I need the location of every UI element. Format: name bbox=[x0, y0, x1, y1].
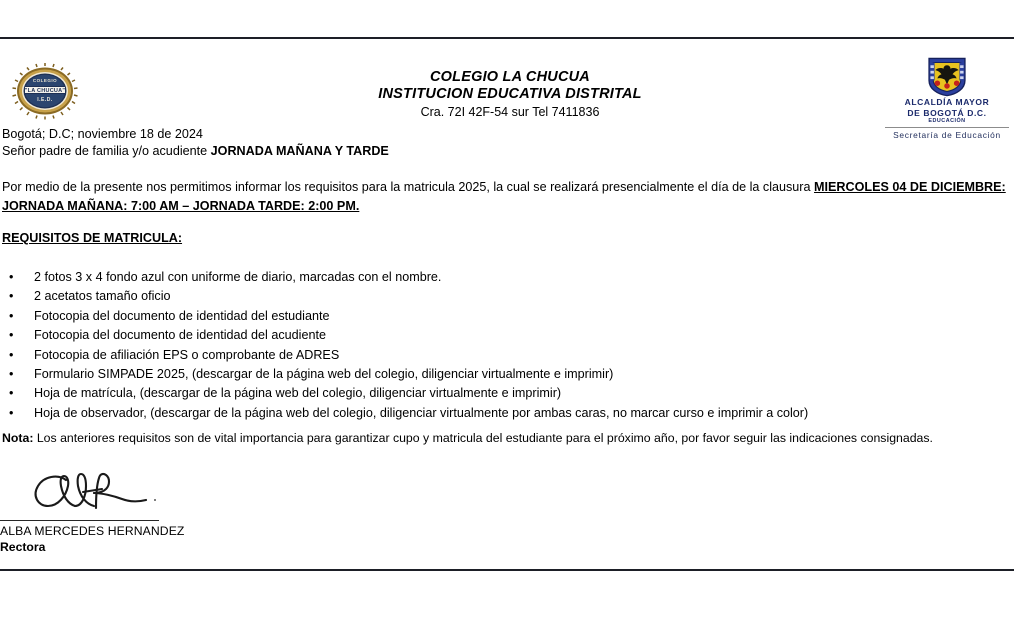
signer-role: Rectora bbox=[0, 540, 46, 554]
organization-titles bbox=[300, 69, 720, 120]
alcaldia-divider bbox=[885, 127, 1009, 128]
bullet-icon: • bbox=[9, 367, 14, 382]
school-crest-icon bbox=[8, 62, 82, 120]
bullet-icon: • bbox=[9, 347, 14, 362]
note-label: Nota: bbox=[2, 431, 34, 445]
list-item-label: 2 fotos 3 x 4 fondo azul con uniforme de diario, marcadas con el nombre. bbox=[34, 270, 442, 284]
list-item-label: 2 acetatos tamaño oficio bbox=[34, 289, 171, 304]
list-item bbox=[0, 326, 1010, 345]
svg-text:I.E.D.: I.E.D. bbox=[37, 97, 53, 103]
bullet-icon: • bbox=[9, 405, 14, 420]
intro-text: Por medio de la presente nos permitimos informar los requisitos para la matricula 2025, la cual se realizará presencialmente el día de la clausura bbox=[2, 180, 815, 194]
svg-text:"LA CHUCUA": "LA CHUCUA" bbox=[24, 88, 66, 94]
school-type: INSTITUCION EDUCATIVA DISTRITAL bbox=[378, 86, 642, 102]
list-item-label: Fotocopia del documento de identidad del acudiente bbox=[34, 328, 326, 343]
list-item-label: Fotocopia del documento de identidad del estudiante bbox=[34, 308, 330, 323]
list-item bbox=[0, 346, 1010, 365]
bullet-icon: • bbox=[9, 328, 14, 343]
list-item bbox=[0, 268, 1010, 287]
intro-paragraph bbox=[2, 178, 1010, 216]
requirements-list bbox=[0, 268, 1010, 423]
signature-line bbox=[0, 520, 159, 521]
intro-emphasis: MIERCOLES 04 DE DICIEMBRE: JORNADA MAÑANA: 7:00 AM – JORNADA TARDE: 2:00 PM. bbox=[2, 180, 1006, 213]
bullet-icon: • bbox=[9, 289, 14, 304]
salutation bbox=[2, 143, 389, 160]
alcaldia-title: ALCALDÍA MAYOR bbox=[904, 97, 990, 107]
note-text: Los anteriores requisitos son de vital importancia para garantizar cupo y matricula del estudiante para el próximo año, por favor seguir las indicaciones consignadas. bbox=[33, 431, 933, 445]
alcaldia-subtitle: DE BOGOTÁ D.C. bbox=[907, 107, 987, 118]
dateline: Bogotá; D.C; noviembre 18 de 2024 bbox=[2, 127, 203, 141]
header-divider-top bbox=[0, 37, 1014, 39]
list-item-label: Formulario SIMPADE 2025, (descargar de la página web del colegio, diligenciar virtualmente e imprimir) bbox=[34, 367, 614, 382]
bullet-icon: • bbox=[9, 386, 14, 401]
bullet-icon: • bbox=[9, 270, 14, 284]
list-item-label: Hoja de matrícula, (descargar de la página web del colegio, diligenciar virtualmente e imprimir) bbox=[34, 386, 562, 401]
list-item-label: Hoja de observador, (descargar de la página web del colegio, diligenciar virtualmente por ambas caras, no marcar curso e imprimir a color) bbox=[34, 405, 809, 420]
salutation-text: Señor padre de familia y/o acudiente bbox=[2, 144, 211, 158]
alcaldia-secretariat: Secretaría de Educación bbox=[893, 130, 1001, 140]
list-item bbox=[0, 365, 1010, 384]
requirements-heading: REQUISITOS DE MATRICULA: bbox=[2, 231, 183, 245]
bullet-icon: • bbox=[9, 308, 14, 323]
svg-text:COLEGIO: COLEGIO bbox=[32, 78, 58, 83]
list-item bbox=[0, 287, 1010, 306]
signature-block bbox=[0, 470, 300, 555]
list-item bbox=[0, 384, 1010, 403]
list-item bbox=[0, 307, 1010, 326]
bogota-coat-of-arms-icon bbox=[926, 57, 968, 97]
signer-name: ALBA MERCEDES HERNANDEZ bbox=[0, 524, 185, 538]
letterhead bbox=[0, 55, 1014, 140]
alcaldia-block bbox=[880, 57, 1014, 140]
alcaldia-sector: EDUCACIÓN bbox=[928, 118, 966, 124]
school-name: COLEGIO LA CHUCUA bbox=[430, 69, 590, 85]
list-item-label: Fotocopia de afiliación EPS o comprobante de ADRES bbox=[34, 347, 340, 362]
school-address: Cra. 72I 42F-54 sur Tel 7411836 bbox=[420, 105, 600, 119]
salutation-emphasis: JORNADA MAÑANA Y TARDE bbox=[210, 144, 389, 158]
list-item bbox=[0, 404, 1010, 423]
footer-divider-bottom bbox=[0, 569, 1014, 571]
note-paragraph bbox=[2, 430, 1012, 447]
handwritten-signature-icon bbox=[22, 470, 172, 518]
